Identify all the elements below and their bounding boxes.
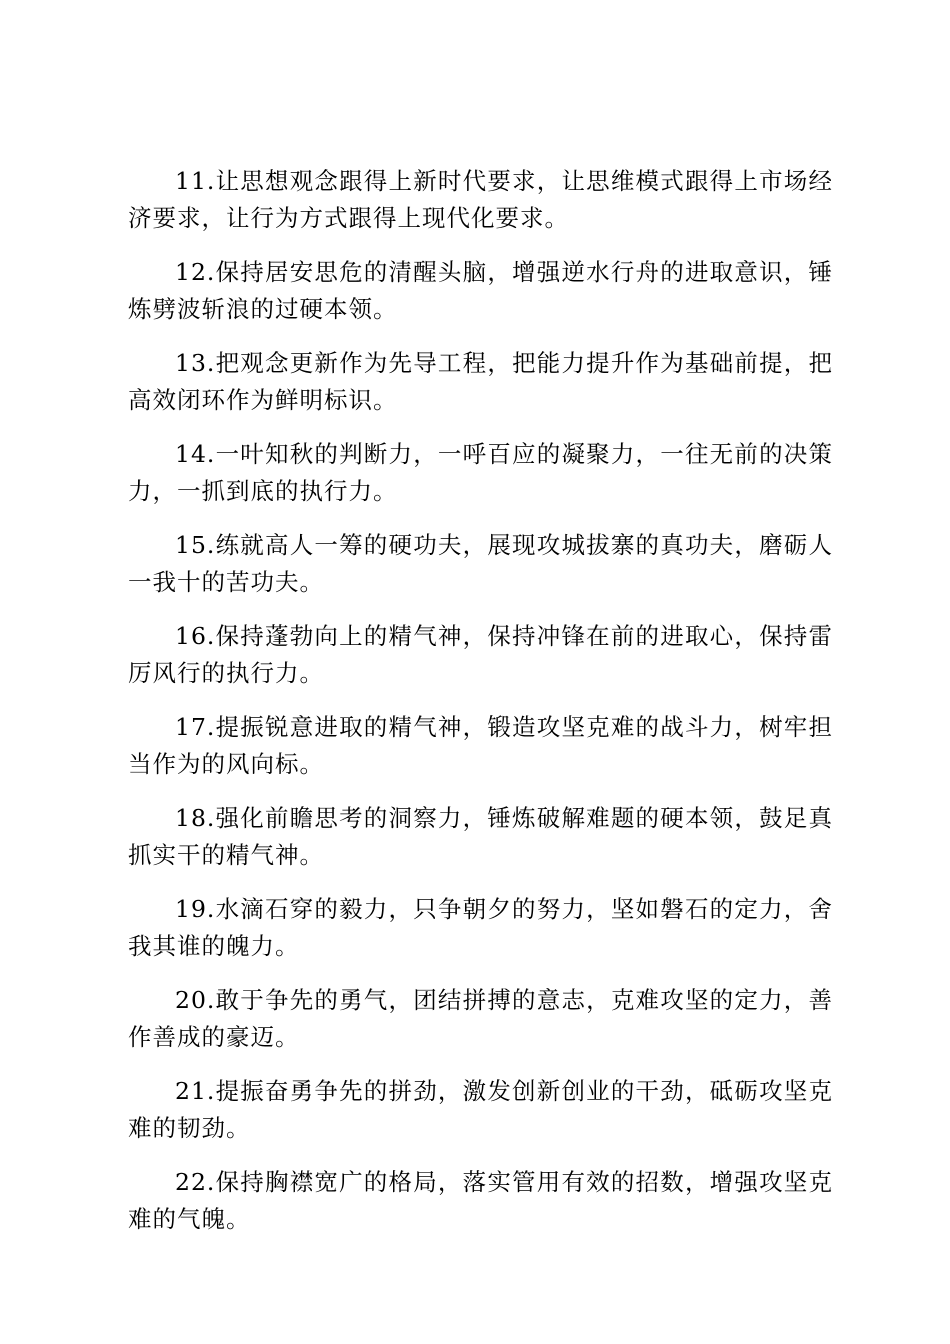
paragraph-16: 16.保持蓬勃向上的精气神，保持冲锋在前的进取心，保持雷厉风行的执行力。 [128, 622, 833, 687]
paragraph-21: 21.提振奋勇争先的拼劲，激发创新创业的干劲，砥砺攻坚克难的韧劲。 [128, 1077, 833, 1142]
paragraph-13: 13.把观念更新作为先导工程，把能力提升作为基础前提，把高效闭环作为鲜明标识。 [128, 349, 833, 414]
paragraph-19: 19.水滴石穿的毅力，只争朝夕的努力，坚如磐石的定力，舍我其谁的魄力。 [128, 895, 833, 960]
paragraph-15: 15.练就高人一筹的硬功夫，展现攻城拔寨的真功夫，磨砺人一我十的苦功夫。 [128, 531, 833, 596]
paragraph-20: 20.敢于争先的勇气，团结拼搏的意志，克难攻坚的定力，善作善成的豪迈。 [128, 986, 833, 1051]
paragraph-14: 14.一叶知秋的判断力，一呼百应的凝聚力，一往无前的决策力，一抓到底的执行力。 [128, 440, 833, 505]
paragraph-18: 18.强化前瞻思考的洞察力，锤炼破解难题的硬本领，鼓足真抓实干的精气神。 [128, 804, 833, 869]
paragraph-11: 11.让思想观念跟得上新时代要求，让思维模式跟得上市场经济要求，让行为方式跟得上现代化要求。 [128, 167, 833, 232]
paragraph-12: 12.保持居安思危的清醒头脑，增强逆水行舟的进取意识，锤炼劈波斩浪的过硬本领。 [128, 258, 833, 323]
document-body [128, 163, 833, 1255]
paragraph-22: 22.保持胸襟宽广的格局，落实管用有效的招数，增强攻坚克难的气魄。 [128, 1168, 833, 1233]
paragraph-17: 17.提振锐意进取的精气神，锻造攻坚克难的战斗力，树牢担当作为的风向标。 [128, 713, 833, 778]
